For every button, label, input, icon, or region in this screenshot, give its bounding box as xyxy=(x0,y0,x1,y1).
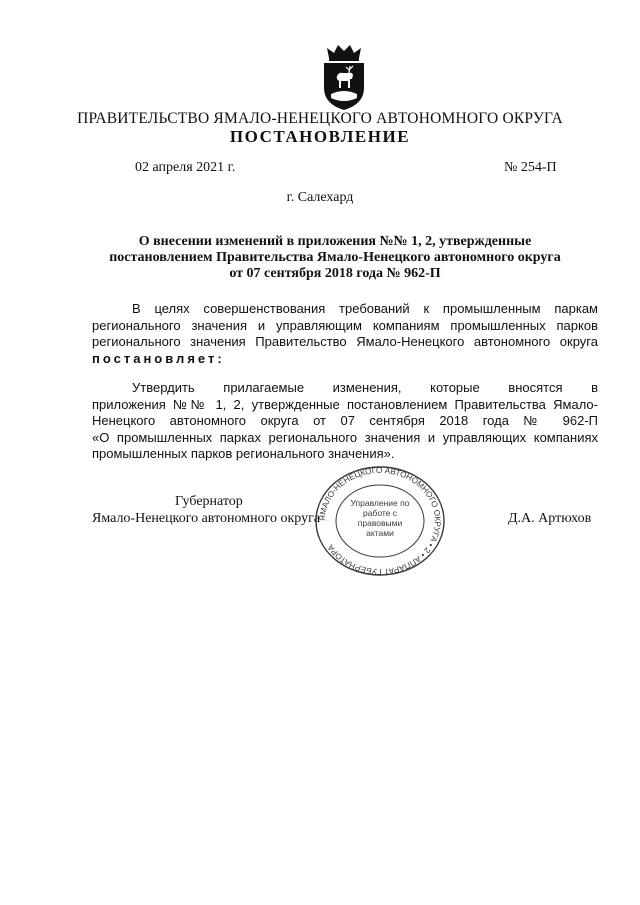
paragraph-line: В целях совершенствования требований к промышленным паркам xyxy=(132,301,598,316)
stamp-center-text: Управление по работе с правовыми актами xyxy=(350,498,410,538)
signatory-title: Губернатор xyxy=(175,494,243,509)
body-paragraph-preamble xyxy=(92,301,598,367)
signatory-region: Ямало-Ненецкого автономного округа xyxy=(92,511,321,526)
body-paragraph-resolution xyxy=(92,380,598,463)
subject-line: О внесении изменений в приложения №№ 1, 2, утвержденные xyxy=(138,234,532,249)
paragraph-line: Утвердить прилагаемые изменения, которые вносятся в xyxy=(132,380,598,395)
signatory-name: Д.А. Артюхов xyxy=(508,511,592,526)
subject-line: постановлением Правительства Ямало-Ненецкого автономного округа xyxy=(109,250,561,265)
subject-line: от 07 сентября 2018 года № 962-П xyxy=(229,266,441,281)
paragraph-line: промышленных парков регионального значения». xyxy=(92,446,395,461)
coat-of-arms-icon xyxy=(319,42,369,112)
stamp-ring-text: ЯМАЛО-НЕНЕЦКОГО АВТОНОМНОГО ОКРУГА • 2 • АППАРАТ ГУБЕРНАТОРА xyxy=(317,466,443,576)
document-type: ПОСТАНОВЛЕНИЕ xyxy=(229,127,411,146)
paragraph-line: «О промышленных парках регионального значения и управляющих компаниях xyxy=(92,429,598,445)
document-date: 02 апреля 2021 г. xyxy=(135,160,236,175)
paragraph-line: приложения №№ 1, 2, утвержденные постановлением Правительства Ямало- xyxy=(92,396,598,412)
paragraph-line: регионального значения и управляющим компаниям промышленных парков xyxy=(92,317,598,333)
document-subject xyxy=(100,234,570,282)
document-city: г. Салехард xyxy=(286,190,354,205)
government-title: ПРАВИТЕЛЬСТВО ЯМАЛО-НЕНЕЦКОГО АВТОНОМНОГО ОКРУГА xyxy=(77,110,563,127)
paragraph-line: Ненецкого автономного округа от 07 сентября 2018 года № 962-П xyxy=(92,413,598,428)
document-number: № 254-П xyxy=(504,160,557,175)
paragraph-line: регионального значения Правительство Ямало-Ненецкого автономного округа xyxy=(92,334,598,349)
official-stamp-icon xyxy=(314,466,446,576)
resolves-keyword: постановляет: xyxy=(92,350,225,366)
